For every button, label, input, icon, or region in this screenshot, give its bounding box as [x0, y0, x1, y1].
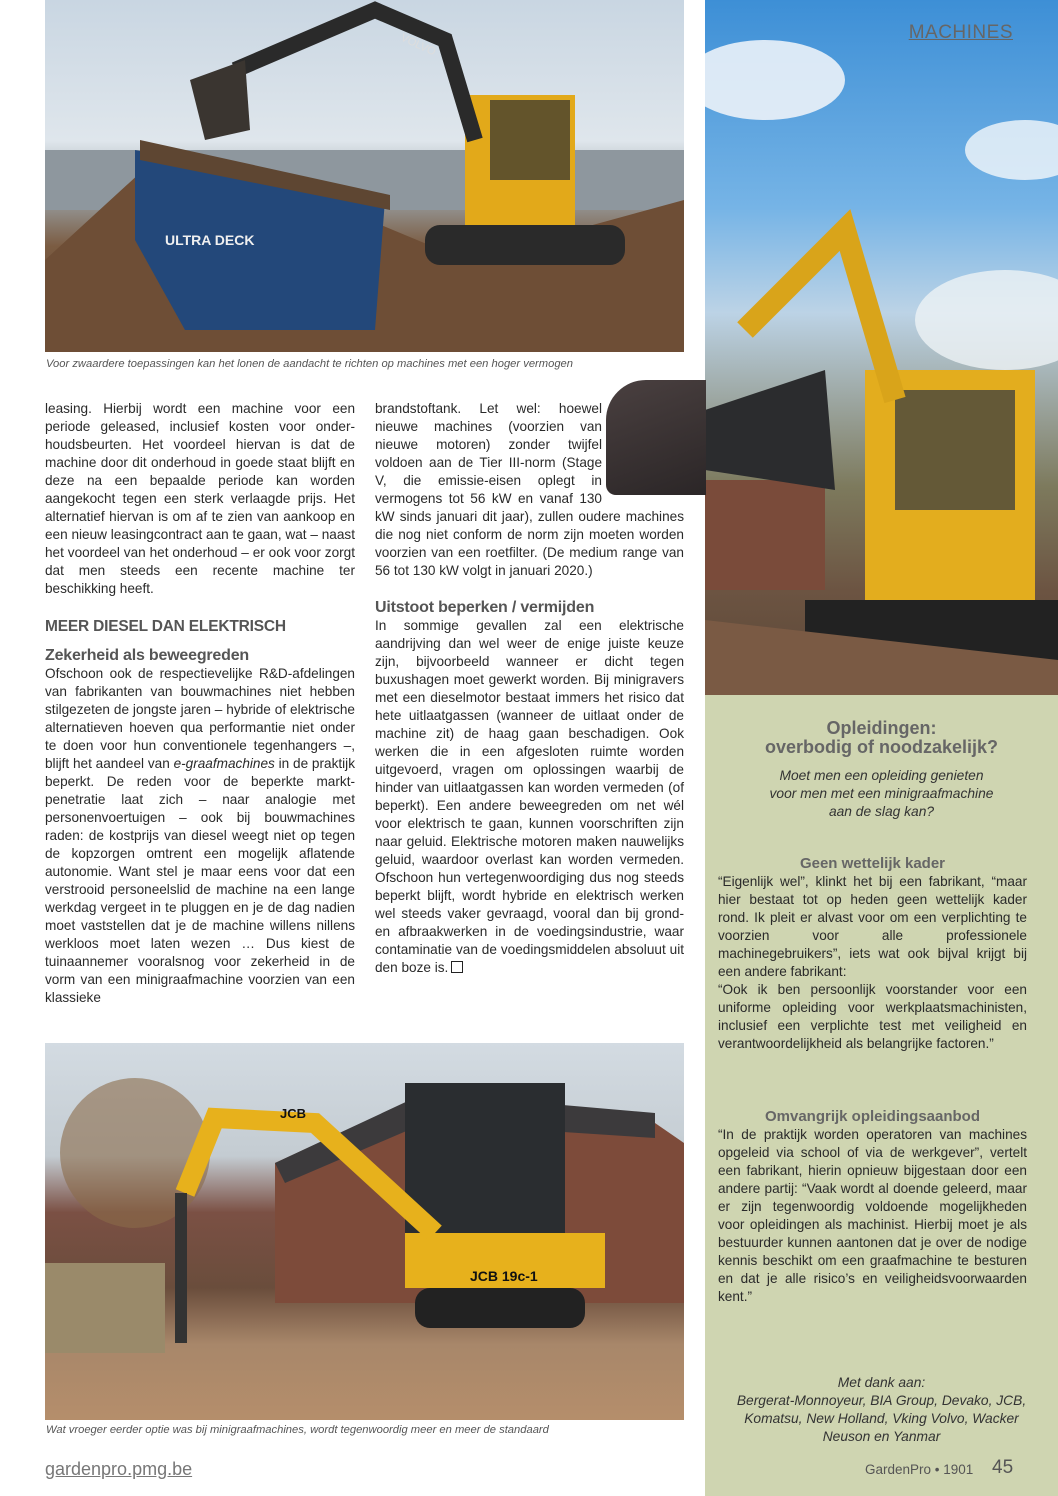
footer-issue: GardenPro • 1901	[865, 1462, 974, 1477]
subheading-zekerheid: Zekerheid als beweegreden	[45, 647, 249, 664]
model-text: JCB 19c-1	[470, 1268, 538, 1284]
text: Ofschoon ook de respectievelijke R&D-afdelingen van fabrikanten van bouwmachines niet hebben stilgezeten de jongste jaren – hybride of elektrische alternatieven hoeven qua performantie niet onder te doen voor hun conventionele tegenhangers –, blijft het aandeel van	[45, 666, 355, 771]
title-line: overbodig of noodzakelijk?	[764, 737, 998, 757]
sidebar-paragraph: “In de praktijk worden operatoren van machines opgeleid via school of via de werkgever”, vertelt een fabrikant, hierin opnieuw bijgestaan door een andere partij: “Vaak wordt al doende geleerd, maar er zijn tegenwoordig voldoende mogelijkheden voor opleidingen als machinist. Hierbij moet je als bestuurder kunnen aantonen dat je over de nodige kennis beschikt om een graafmachine te besturen en dat je alle risico’s en veiligheidsvoorwaarden kent.”	[718, 1127, 1027, 1304]
excavator-illustration	[45, 0, 684, 352]
subheading-uitstoot: Uitstoot beperken / vermijden	[375, 599, 595, 616]
paragraph-tier-norm: brandstoftank. Let wel: hoewel nieuwe machines (voorzien van nieuwe motoren) zonder twijfel voldoen aan de Tier III-norm (Stage V, die emissie-eisen oplegt in vermogens tot 56 kW en vanaf 130 kW sinds januari dit jaar), zullen oudere machines die nog niet conform de norm zijn moeten worden voorzien van een roetfilter. (De medium range van 56 tot 130 kW volgt in januari 2020.)	[375, 401, 684, 578]
paragraph-leasing: leasing. Hierbij wordt een machine voor een periode geleased, inclusief kosten voor onderhoudsbeurten. Het voordeel hiervan is dat de machine door dit onderhoud in goede staat blijft en deze na een bepaalde periode kan worden aangekocht tegen een sterk verlaagde prijs. Het alternatief hiervan is om af te zien van aankoop en een nieuw leasingcontract aan te gaan, wat – naast het voordeel van het onderhoud – er ook voor zorgt dat men steeds een recente machine ter beschikking heeft.	[45, 401, 355, 596]
left-column	[45, 400, 355, 1007]
text: in de praktijk beperkt. De reden voor de beperkte marktpenetratie laat zich – naar analogie met personenvoertuigen – ook bij bouwmachines raden: de kostprijs van diesel weegt niet op tegen de kopzorgen omtrent een mogelijk aflatende autonomie. Want stel je maar eens voor dat een verstrooid personeelslid de machine na een lange werkdag vergeet in te pluggen en je de dag nadien moet vaststellen dat je de machine willens nillens werkloos moet laten wezen … Dus kiest de tuinaannemer vooralsnog voor zekerheid in de vorm van een minigraafmachine voorzien van een klassieke	[45, 756, 355, 1005]
end-mark-icon	[451, 961, 463, 973]
thanks-label: Met dank aan:	[837, 1375, 926, 1390]
footer-url-link[interactable]: gardenpro.pmg.be	[45, 1459, 193, 1479]
sidebar-section-2	[718, 1108, 1027, 1306]
section-label: MACHINES	[908, 22, 1013, 43]
jcb-illustration	[45, 1043, 684, 1420]
excavator-illustration-right	[705, 0, 1058, 695]
caption-top: Voor zwaardere toepassingen kan het lonen de aandacht te richten op machines met een hoger vermogen	[46, 358, 573, 370]
sidebar-heading: Omvangrijk opleidingsaanbod	[764, 1108, 981, 1125]
excavator-brand-text: VOLVO	[398, 31, 438, 59]
caption-bottom: Wat vroeger eerder optie was bij minigraafmachines, wordt tegenwoordig meer en meer de standaard	[46, 1424, 549, 1436]
photo-jcb-excavator	[45, 1043, 684, 1420]
sidebar-intro: Moet men een opleiding genieten voor men met een minigraafmachine aan de slag kan?	[769, 768, 994, 819]
brand-text: JCB	[280, 1106, 307, 1121]
section-heading: MEER DIESEL DAN ELEKTRISCH	[45, 618, 286, 635]
middle-column	[375, 400, 684, 977]
text: In sommige gevallen zal een elektrische aandrijving dan wel weer de enige juiste keuze zijn, bijvoorbeeld wanneer er dicht tegen buxushagen moet gewerkt worden. Bij minigravers met een dieselmotor bestaat immers het risico dat hete uitlaatgassen (wanneer de uitlaat onder de machine zit) de haag gaan beschadigen. Ook werken die in een afgesloten ruimte worden uitgevoerd, vragen om oplossingen waarbij de hinder van uitlaatgassen kan worden vermeden (of beperkt). Een andere beweegreden om net wél voor elektrisch te gaan, kunnen voorschriften zijn naar geluid. Elektrische motoren maken nauwelijks geluid, waardoor overlast kan worden vermeden. Ofschoon hun vertegenwoordiging dus nog steeds beperkt blijft, wordt hybride en elektrisch werken wel steeds vaker gevraagd, vooral dan bij grond- en afbraakwerken in de voedingsindustrie, waar contaminatie van de voedingsmiddelen absoluut uit den boze is.	[375, 618, 684, 975]
photo-yellow-excavator	[705, 0, 1058, 695]
sidebar-paragraph: “Eigenlijk wel”, klinkt het bij een fabrikant, “maar hier bestaat tot op heden geen wettelijk kader rond. Ik pleit er alvast voor om een verplichting te voorzien voor alle professionele machinegebruikers”, iets wat ook bijval krijgt bij een andere fabrikant:	[718, 874, 1027, 979]
sidebar-title	[705, 719, 1058, 757]
photo-excavator-screener	[45, 0, 684, 352]
thanks	[705, 1374, 1058, 1446]
sidebar-section-1	[718, 855, 1027, 1053]
italic-term: e-graafmachines	[173, 756, 275, 771]
paragraph-uitstoot	[375, 617, 684, 977]
sidebar-heading: Geen wettelijk kader	[799, 855, 946, 872]
title-line: Opleidingen:	[826, 718, 937, 738]
sidebar-box	[705, 695, 1058, 1496]
sidebar-paragraph: “Ook ik ben persoonlijk voorstander voor een uniforme opleiding voor werkplaatsmachinisten, inclusief een verplichte test met veiligheid en verantwoordelijkheid als belangrijke factoren.”	[718, 982, 1027, 1051]
page-number: 45	[992, 1457, 1014, 1478]
screener-brand-text: ULTRA DECK	[165, 232, 255, 248]
paragraph-zekerheid	[45, 665, 355, 1007]
wrap-spacer	[602, 400, 684, 504]
thanks-list: Bergerat-Monnoyeur, BIA Group, Devako, JCB, Komatsu, New Holland, Vking Volvo, Wacker Neuson en Yanmar	[736, 1393, 1027, 1444]
